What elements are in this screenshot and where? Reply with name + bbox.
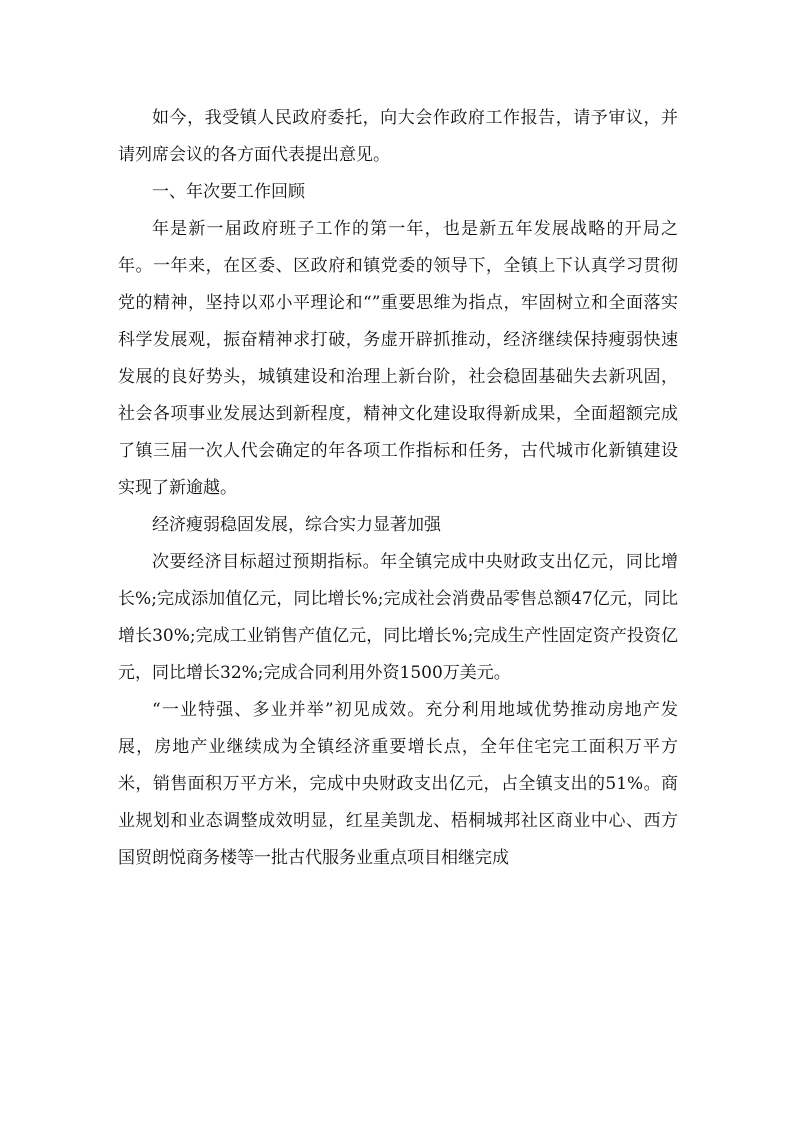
paragraph-industry: “一业特强、多业并举”初见成效。充分利用地域优势推动房地产发展，房地产业继续成为全镇经济重要增长点，全年住宅完工面积万平方米，销售面积万平方米，完成中央财政支出亿元，占全镇支出的51%。商业规划和业态调整成效明显，红星美凯龙、梧桐城邦社区商业中心、西方国贸朗悦商务楼等一批古代服务业重点项目相继完成 bbox=[118, 700, 678, 868]
paragraph-intro: 如今，我受镇人民政府委托，向大会作政府工作报告，请予审议，并请列席会议的各方面代表提出意见。 bbox=[118, 108, 678, 165]
section-heading-review: 一、年次要工作回顾 bbox=[152, 182, 305, 202]
subsection-heading-economy: 经济瘦弱稳固发展，综合实力显著加强 bbox=[152, 515, 441, 535]
document-body bbox=[118, 100, 678, 877]
paragraph-overview: 年是新一届政府班子工作的第一年，也是新五年发展战略的开局之年。一年来，在区委、区政府和镇党委的领导下，全镇上下认真学习贯彻党的精神，坚持以邓小平理论和“”重要思维为指点，牢固树立和全面落实科学发展观，振奋精神求打破，务虚开辟抓推动，经济继续保持瘦弱快速发展的良好势头，城镇建设和治理上新台阶，社会稳固基础失去新巩固，社会各项事业发展达到新程度，精神文化建设取得新成果，全面超额完成了镇三届一次人代会确定的年各项工作指标和任务，古代城市化新镇建设实现了新逾越。 bbox=[118, 219, 678, 498]
paragraph-economic-targets: 次要经济目标超过预期指标。年全镇完成中央财政支出亿元，同比增长%;完成添加值亿元，同比增长%;完成社会消费品零售总额47亿元，同比增长30%;完成工业销售产值亿元，同比增长%;完成生产性固定资产投资亿元，同比增长32%;完成合同利用外资1500万美元。 bbox=[118, 552, 678, 683]
